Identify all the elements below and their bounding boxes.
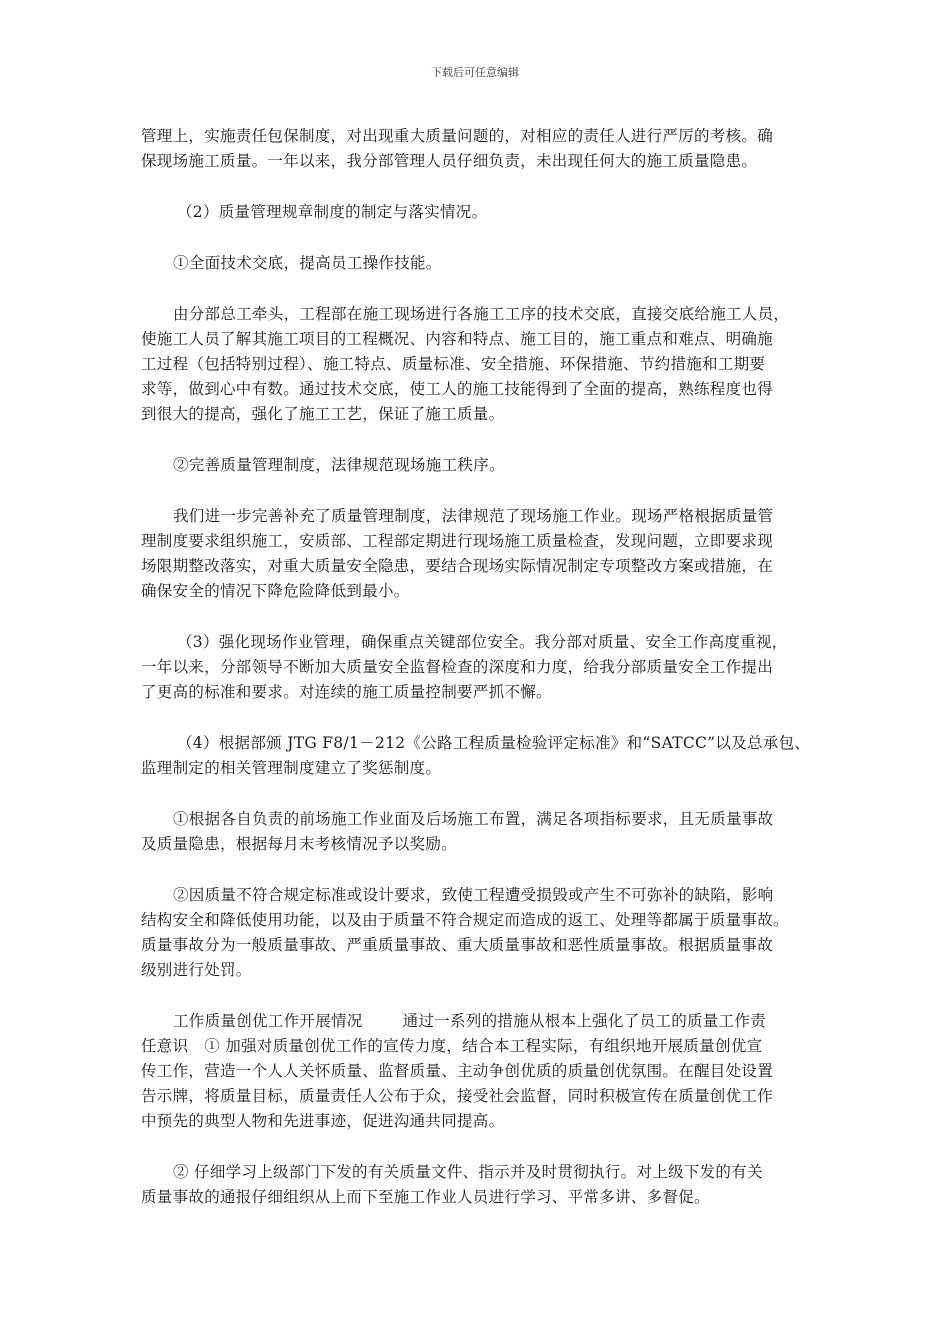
inline-text: 通过一系列的措施从根本上强化了员工的质量工作责 <box>402 1012 767 1030</box>
text-line: 质量事故分为一般质量事故、严重质量事故、重大质量事故和恶性质量事故。根据质量事故 <box>141 936 774 954</box>
text-line: （3）强化现场作业管理，确保重点关键部位安全。我分部对质量、安全工作高度重视， <box>177 633 788 651</box>
text-line: ② 仔细学习上级部门下发的有关质量文件、指示并及时贯彻执行。对上级下发的有关 <box>173 1163 763 1181</box>
text-line: 求等，做到心中有数。通过技术交底，使工人的施工技能得到了全面的提高，熟练程度也得 <box>141 380 774 398</box>
text-line: （2）质量管理规章制度的制定与落实情况。 <box>177 203 488 221</box>
text-line: 传工作，营造一个人人关怀质量、监督质量、主动争创优质的质量创优氛围。在醒目处设置 <box>141 1062 774 1080</box>
text-line: 结构安全和降低使用功能，以及由于质量不符合规定而造成的返工、处理等都属于质量事故。 <box>141 911 789 929</box>
paragraph-quality-system <box>141 504 815 604</box>
inline-heading: 工作质量创优工作开展情况 <box>173 1012 363 1030</box>
subheading-quality-system <box>141 453 815 478</box>
text-line: 保现场施工质量。一年以来，我分部管理人员仔细负责，未出现任何大的施工质量隐患。 <box>141 152 758 170</box>
text-line: 理制度要求组织施工，安质部、工程部定期进行现场施工质量检查，发现问题，立即要求现 <box>141 532 774 550</box>
text-line: 告示牌，将质量目标，质量责任人公布于众，接受社会监督，同时积极宣传在质量创优工作 <box>141 1087 774 1105</box>
section-heading-2 <box>141 200 815 225</box>
text-line: （4）根据部颁 JTG F8/1－212《公路工程质量检验评定标准》和“SATCC”以及总承包、 <box>177 734 811 752</box>
text-line: ①根据各自负责的前场施工作业面及后场施工布置，满足各项指标要求，且无质量事故 <box>173 810 774 828</box>
text-line: 一年以来，分部领导不断加大质量安全监督检查的深度和力度，给我分部质量安全工作提出 <box>141 658 774 676</box>
text-line: 我们进一步完善补充了质量管理制度，法律规范了现场施工作业。现场严格根据质量管 <box>173 507 774 525</box>
text-line: 任意识 ① 加强对质量创优工作的宣传力度，结合本工程实际，有组织地开展质量创优宣 <box>141 1037 763 1055</box>
section-heading-3 <box>141 630 815 705</box>
text-line: 工过程（包括特别过程）、施工特点、质量标准、安全措施、环保措施、节约措施和工期要 <box>141 355 766 373</box>
paragraph-technical-briefing <box>141 302 815 427</box>
text-line: 级别进行处罚。 <box>141 961 252 979</box>
text-line: 场限期整改落实，对重大质量安全隐患，要结合现场实际情况制定专项整改方案或措施，在 <box>141 557 774 575</box>
paragraph-quality-excellence <box>141 1009 815 1134</box>
text-line: 了更高的标准和要求。对连续的施工质量控制要严抓不懈。 <box>141 683 552 701</box>
paragraph-study-documents <box>141 1160 815 1210</box>
paragraph-penalty <box>141 883 815 983</box>
text-line: ②完善质量管理制度，法律规范现场施工秩序。 <box>173 456 505 474</box>
text-line: ①全面技术交底，提高员工操作技能。 <box>173 254 442 272</box>
page-header: 下载后可任意编辑 <box>431 66 519 79</box>
document-body <box>141 124 815 1236</box>
text-line: 到很大的提高，强化了施工工艺，保证了施工质量。 <box>141 405 505 423</box>
text-line: 由分部总工牵头，工程部在施工现场进行各施工工序的技术交底，直接交底给施工人员， <box>173 305 790 323</box>
subheading-technical-briefing <box>141 251 815 276</box>
text-line: 使施工人员了解其施工项目的工程概况、内容和特点、施工目的，施工重点和难点、明确施 <box>141 330 774 348</box>
paragraph-reward <box>141 807 815 857</box>
text-line: 及质量隐患，根据每月末考核情况予以奖励。 <box>141 835 458 853</box>
text-line: 管理上，实施责任包保制度，对出现重大质量问题的，对相应的责任人进行严厉的考核。确 <box>141 127 774 145</box>
text-line: 质量事故的通报仔细组织从上而下至施工作业人员进行学习、平常多讲、多督促。 <box>141 1188 710 1206</box>
paragraph-management-duty <box>141 124 815 174</box>
text-line: ②因质量不符合规定标准或设计要求，致使工程遭受损毁或产生不可弥补的缺陷，影响 <box>173 886 774 904</box>
text-line: 监理制定的相关管理制度建立了奖惩制度。 <box>141 759 442 777</box>
text-line: 中预先的典型人物和先进事迹，促进沟通共同提高。 <box>141 1112 505 1130</box>
text-line <box>141 1009 815 1034</box>
section-heading-4 <box>141 731 815 781</box>
text-line: 确保安全的情况下降危险降低到最小。 <box>141 582 410 600</box>
